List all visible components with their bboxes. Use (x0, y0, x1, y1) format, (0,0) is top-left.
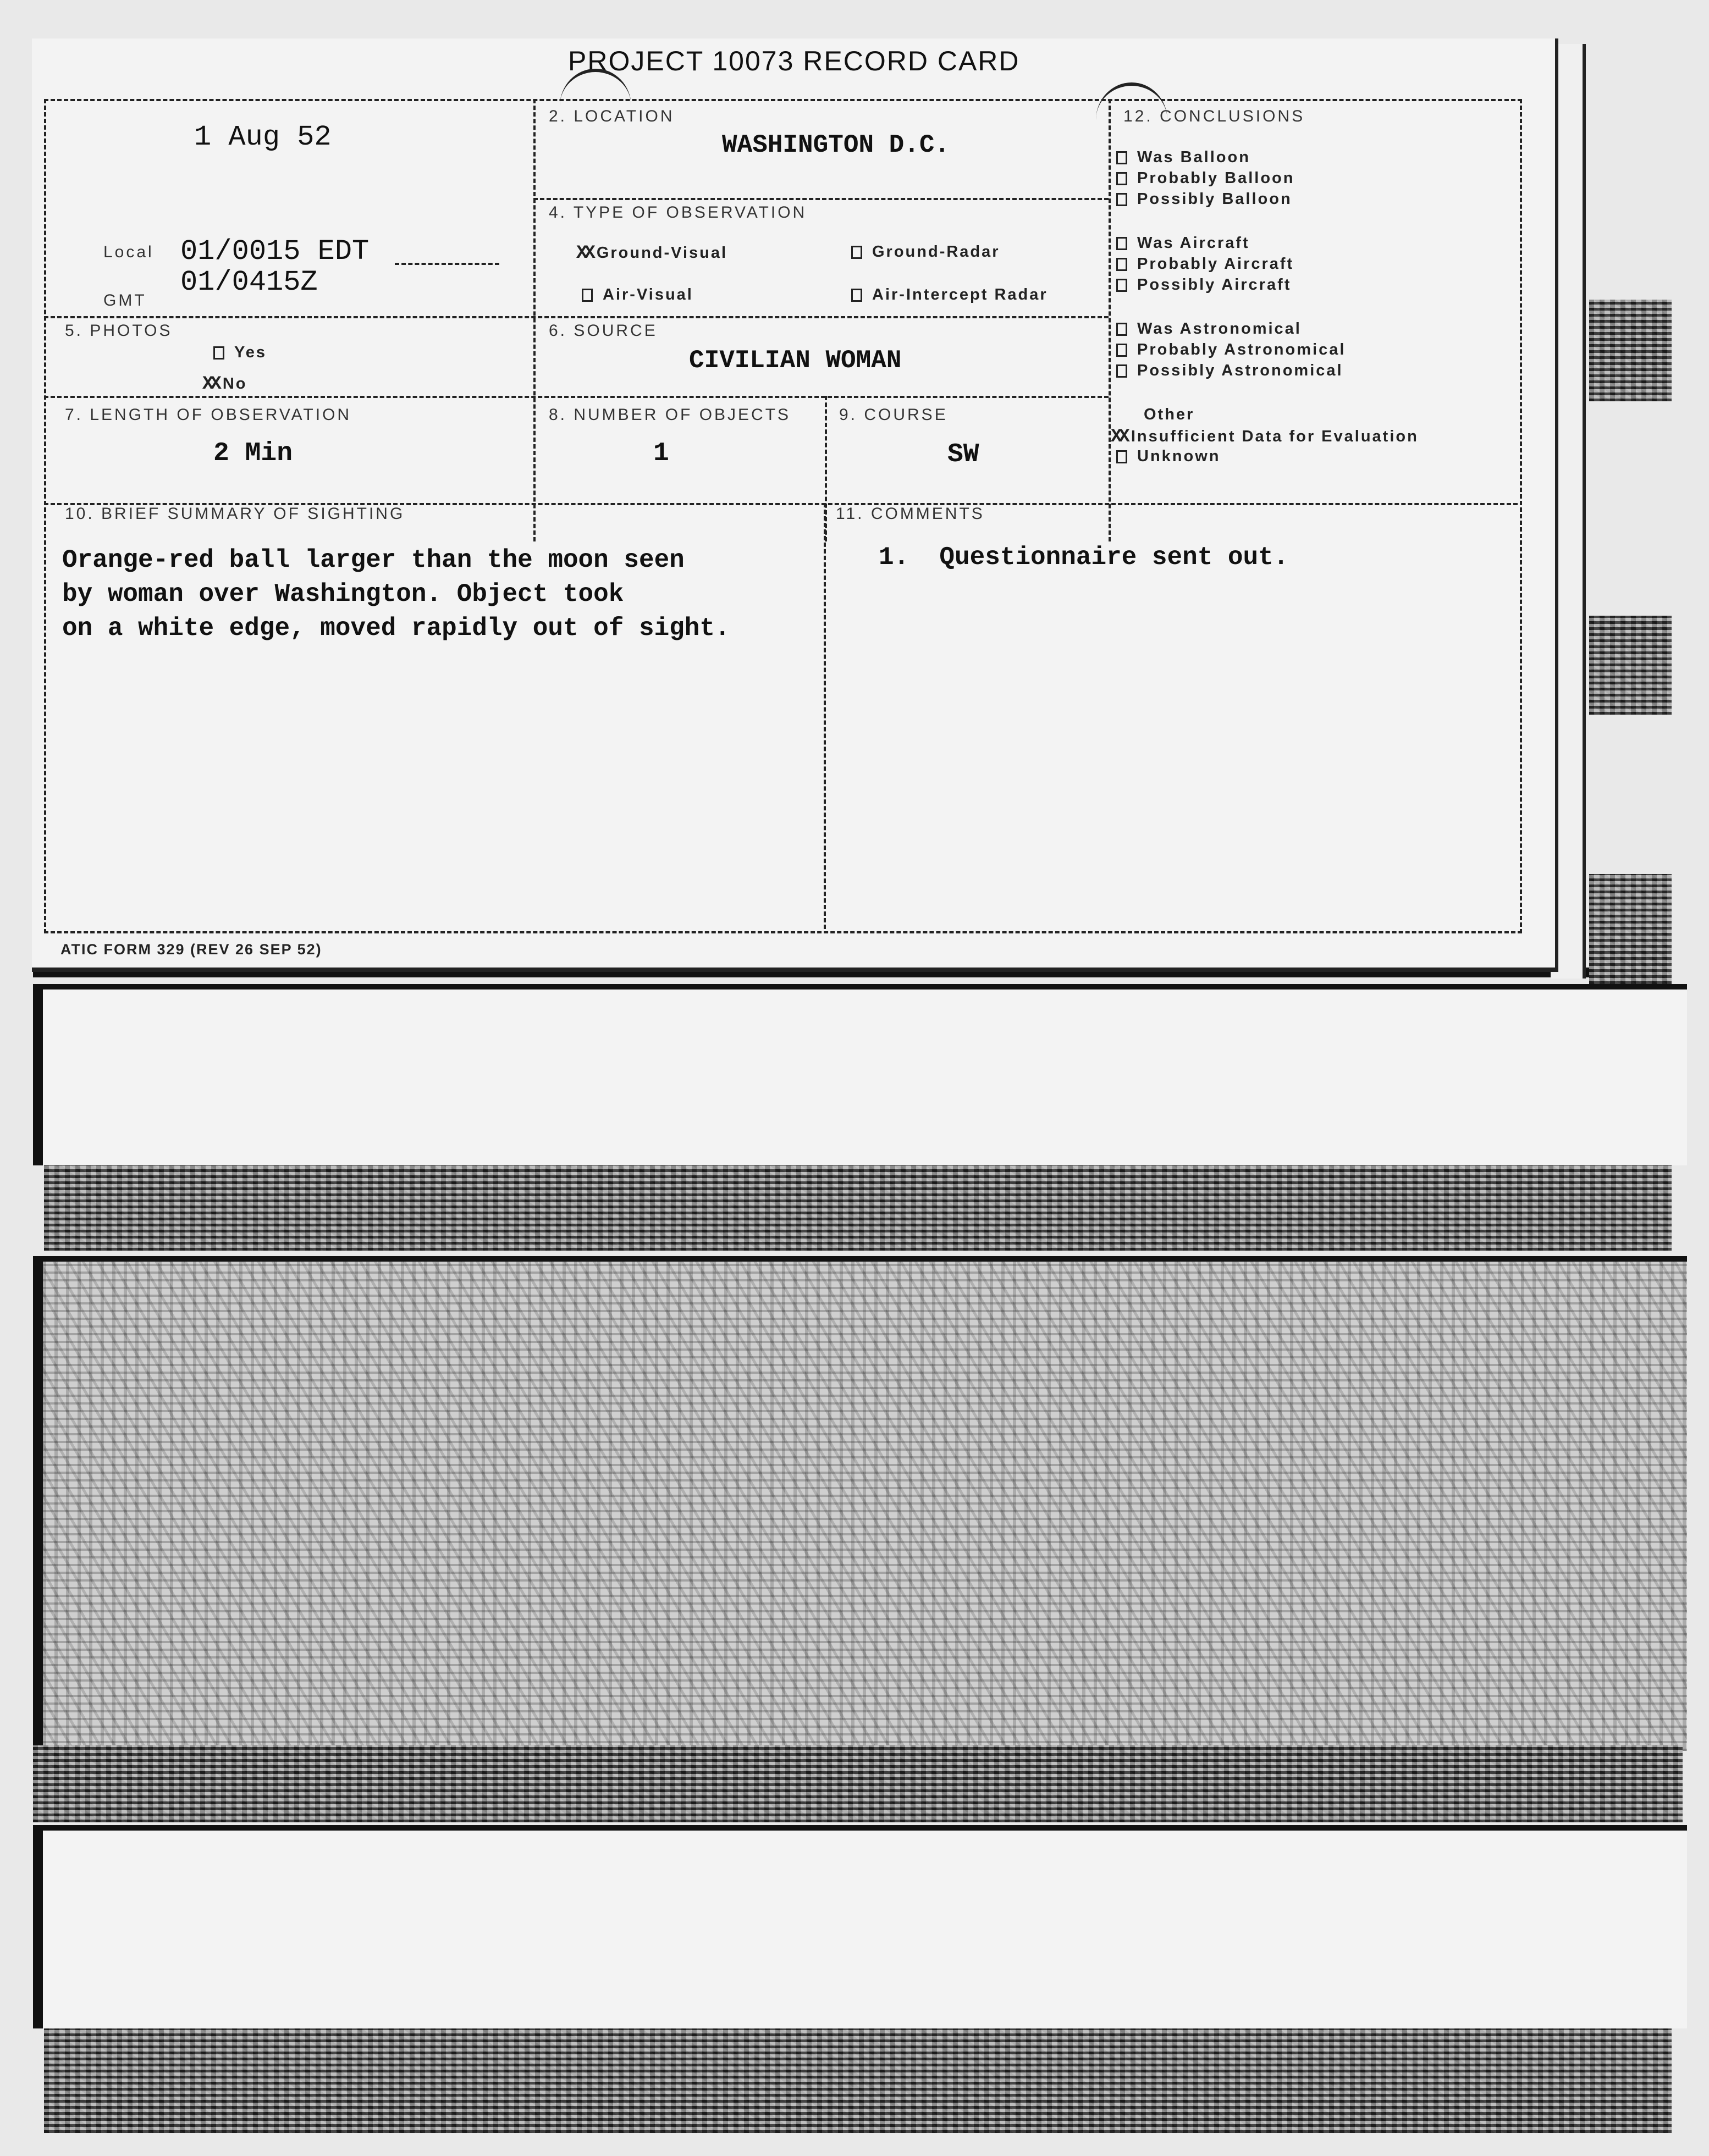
time-local-line (395, 263, 499, 265)
option-label: Possibly Balloon (1137, 190, 1292, 208)
card-title: PROJECT 10073 RECORD CARD (568, 46, 1020, 76)
stacked-card-1 (33, 984, 1687, 1165)
summary-line: Orange-red ball larger than the moon seen (62, 546, 685, 574)
comments-text: 1. Questionnaire sent out. (879, 543, 1289, 572)
grid-col-4 (824, 503, 826, 929)
option-label: Probably Astronomical (1137, 341, 1346, 358)
photos-label: 5. PHOTOS (65, 322, 173, 340)
course-label: 9. COURSE (839, 406, 948, 424)
checkbox[interactable] (1116, 450, 1127, 463)
option-label: Ground-Radar (872, 243, 1000, 261)
conclusion-was-astronomical[interactable] (1116, 320, 1419, 341)
length-value: 2 Min (213, 439, 293, 468)
conclusion-possibly-balloon[interactable] (1116, 190, 1419, 234)
observation-air-intercept-radar[interactable] (851, 286, 1048, 304)
conclusion-possibly-aircraft[interactable] (1116, 276, 1419, 320)
form-number: ATIC FORM 329 (REV 26 SEP 52) (60, 941, 322, 958)
option-label: Was Aircraft (1137, 234, 1250, 252)
observation-ground-visual[interactable] (576, 243, 727, 264)
grid-row-1 (533, 198, 1109, 200)
photos-yes[interactable] (213, 344, 267, 362)
conclusion-other[interactable] (1116, 406, 1419, 427)
summary-line: by woman over Washington. Object took (62, 580, 624, 609)
option-label: Insufficient Data for Evaluation (1131, 428, 1419, 445)
option-label: Ground-Visual (596, 244, 728, 262)
time-gmt-value: 01/0415Z (180, 266, 318, 298)
edge-block-1 (1589, 300, 1672, 401)
time-gmt-label: GMT (103, 291, 147, 309)
length-label: 7. LENGTH OF OBSERVATION (65, 406, 352, 424)
checkbox[interactable] (851, 246, 862, 259)
checkbox[interactable] (582, 289, 593, 302)
grid-row-3 (44, 396, 1109, 398)
checked-mark: XX (576, 243, 592, 264)
stacked-card-2 (33, 1256, 1687, 1751)
location-label: 2. LOCATION (549, 107, 675, 125)
checkbox[interactable] (1116, 151, 1127, 164)
option-label: Was Astronomical (1137, 320, 1302, 338)
objects-value: 1 (653, 439, 669, 468)
summary-line: on a white edge, moved rapidly out of sight. (62, 614, 730, 643)
time-local-label: Local (103, 243, 154, 261)
course-value: SW (947, 440, 979, 469)
observation-ground-radar[interactable] (851, 243, 1000, 261)
conclusion-insufficient-data[interactable] (1111, 427, 1419, 447)
edge-block-2 (1589, 616, 1672, 715)
summary-label: 10. BRIEF SUMMARY OF SIGHTING (65, 505, 405, 523)
checkbox[interactable] (1116, 344, 1127, 357)
location-value: WASHINGTON D.C. (722, 131, 950, 159)
conclusion-was-aircraft[interactable] (1116, 234, 1419, 255)
option-label: Other (1144, 406, 1195, 423)
option-label: Possibly Astronomical (1137, 362, 1343, 379)
conclusions-label: 12. CONCLUSIONS (1123, 107, 1305, 125)
grid-col-1 (533, 99, 536, 541)
grid-row-2 (44, 316, 1109, 318)
observation-type-label: 4. TYPE OF OBSERVATION (549, 203, 807, 222)
option-label: Air-Visual (603, 286, 693, 303)
conclusion-unknown[interactable] (1116, 447, 1419, 468)
edge-block-3 (1589, 874, 1672, 984)
checked-mark: XX (1111, 427, 1127, 447)
noise-band-2 (33, 1745, 1683, 1822)
checked-mark: XX (202, 374, 218, 395)
noise-band-1 (44, 1157, 1672, 1251)
conclusion-probably-balloon[interactable] (1116, 169, 1419, 190)
conclusion-probably-aircraft[interactable] (1116, 255, 1419, 276)
option-label: No (222, 375, 247, 392)
checkbox[interactable] (1116, 364, 1127, 378)
checkbox[interactable] (1116, 237, 1127, 250)
checkbox[interactable] (1116, 258, 1127, 271)
source-value: CIVILIAN WOMAN (689, 346, 902, 375)
date-value: 1 Aug 52 (194, 121, 332, 153)
option-label: Unknown (1137, 447, 1221, 465)
option-label: Probably Balloon (1137, 169, 1295, 187)
option-label: Yes (234, 344, 267, 361)
checkbox[interactable] (1116, 279, 1127, 292)
checkbox[interactable] (1116, 193, 1127, 206)
option-label: Was Balloon (1137, 148, 1250, 166)
conclusion-was-balloon[interactable] (1116, 148, 1419, 169)
conclusions-list (1111, 148, 1419, 468)
checkbox[interactable] (1116, 172, 1127, 185)
comments-label: 11. COMMENTS (836, 505, 985, 523)
time-local-value: 01/0015 EDT (180, 235, 370, 268)
conclusion-possibly-astronomical[interactable] (1116, 362, 1419, 406)
observation-air-visual[interactable] (582, 286, 693, 304)
checkbox[interactable] (213, 346, 224, 360)
objects-label: 8. NUMBER OF OBJECTS (549, 406, 791, 424)
grid-col-2 (1109, 99, 1111, 541)
summary-text (62, 543, 730, 645)
option-label: Possibly Aircraft (1137, 276, 1292, 294)
noise-band-3 (44, 2028, 1672, 2133)
source-label: 6. SOURCE (549, 322, 658, 340)
record-card (32, 38, 1558, 972)
stacked-card-3 (33, 1825, 1687, 2028)
checkbox[interactable] (1116, 323, 1127, 336)
option-label: Probably Aircraft (1137, 255, 1294, 273)
photos-no[interactable] (202, 374, 247, 395)
option-label: Air-Intercept Radar (872, 286, 1048, 303)
checkbox[interactable] (851, 289, 862, 302)
conclusion-probably-astronomical[interactable] (1116, 341, 1419, 362)
